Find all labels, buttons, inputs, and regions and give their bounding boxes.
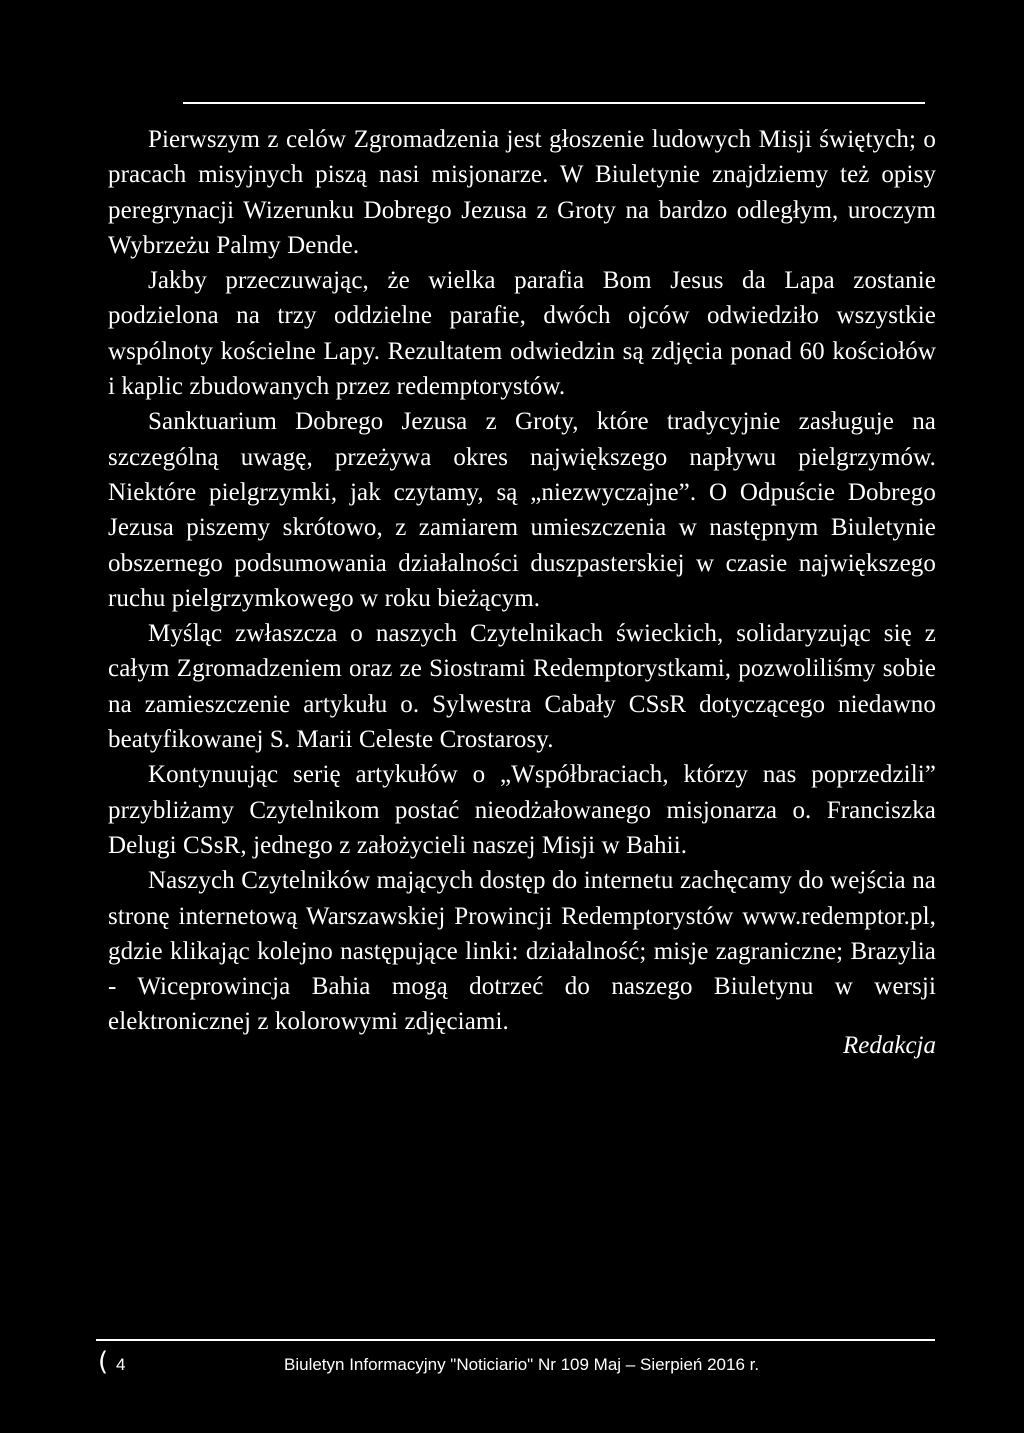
paragraph-sanctuary: Sanktuarium Dobrego Jezusa z Groty, które tradycyjnie zasługuje na szczególną uwagę, przeżywa okres największego napływu pielgrzymów. Niektóre pielgrzymki, jak czytamy, są „niezwyczajne”. O Odpuście Dobrego Jezusa piszemy skrótowo, z zamiarem umieszczenia w następnym Biuletynie obszernego podsumowania działalności duszpasterskiej w czasie największego ruchu pielgrzymkowego w roku bieżącym. <box>108 408 936 612</box>
footer-divider <box>96 1339 935 1341</box>
signature: Redakcja <box>842 1032 936 1059</box>
page-bracket-icon: ( <box>98 1347 109 1377</box>
paragraph-lapa-parish: Jakby przeczuwając, że wielka parafia Bom Jesus da Lapa zostanie podzielona na trzy oddzielne parafie, dwóch ojców odwiedziło wszystkie wspólnoty kościelne Lapy. Rezultatem odwiedzin są zdjęcia ponad 60 kościołów i kaplic zbudowanych przez redemptorystów. <box>108 267 936 401</box>
paragraph-confreres: Kontynuując serię artykułów o „Współbraciach, którzy nas poprzedzili” przybliżamy Czytelnikom postać nieodżałowanego misjonarza o. Franciszka Delugi CSsR, jednego z założycieli naszej Misji w Bahii. <box>108 761 936 859</box>
page-number: 4 <box>116 1355 126 1374</box>
publication-title: Biuletyn Informacyjny "Noticiario" Nr 109 Maj – Sierpień 2016 r. <box>284 1355 760 1374</box>
article-body <box>108 122 936 1040</box>
paragraph-crostarosa: Myśląc zwłaszcza o naszych Czytelnikach świeckich, solidaryzując się z całym Zgromadzeniem oraz ze Siostrami Redemptorystkami, pozwoliliśmy sobie na zamieszczenie artykułu o. Sylwestra Cabały CSsR dotyczącego niedawno beatyfikowanej S. Marii Celeste Crostarosy. <box>108 620 936 754</box>
page-footer <box>96 1347 936 1382</box>
top-divider <box>183 102 925 104</box>
paragraph-missions: Pierwszym z celów Zgromadzenia jest głoszenie ludowych Misji świętych; o pracach misyjnych piszą nasi misjonarze. W Biuletynie znajdziemy też opisy peregrynacji Wizerunku Dobrego Jezusa z Groty na bardzo odległym, uroczym Wybrzeżu Palmy Dende. <box>108 126 936 259</box>
paragraph-website: Naszych Czytelników mających dostęp do internetu zachęcamy do wejścia na stronę internetową Warszawskiej Prowincji Redemptorystów www.redemptor.pl, gdzie klikając kolejno następujące linki: działalność; misje zagraniczne; Brazylia - Wiceprowincja Bahia mogą dotrzeć do naszego Biuletynu w wersji elektronicznej z kolorowymi zdjęciami. <box>108 867 936 1036</box>
